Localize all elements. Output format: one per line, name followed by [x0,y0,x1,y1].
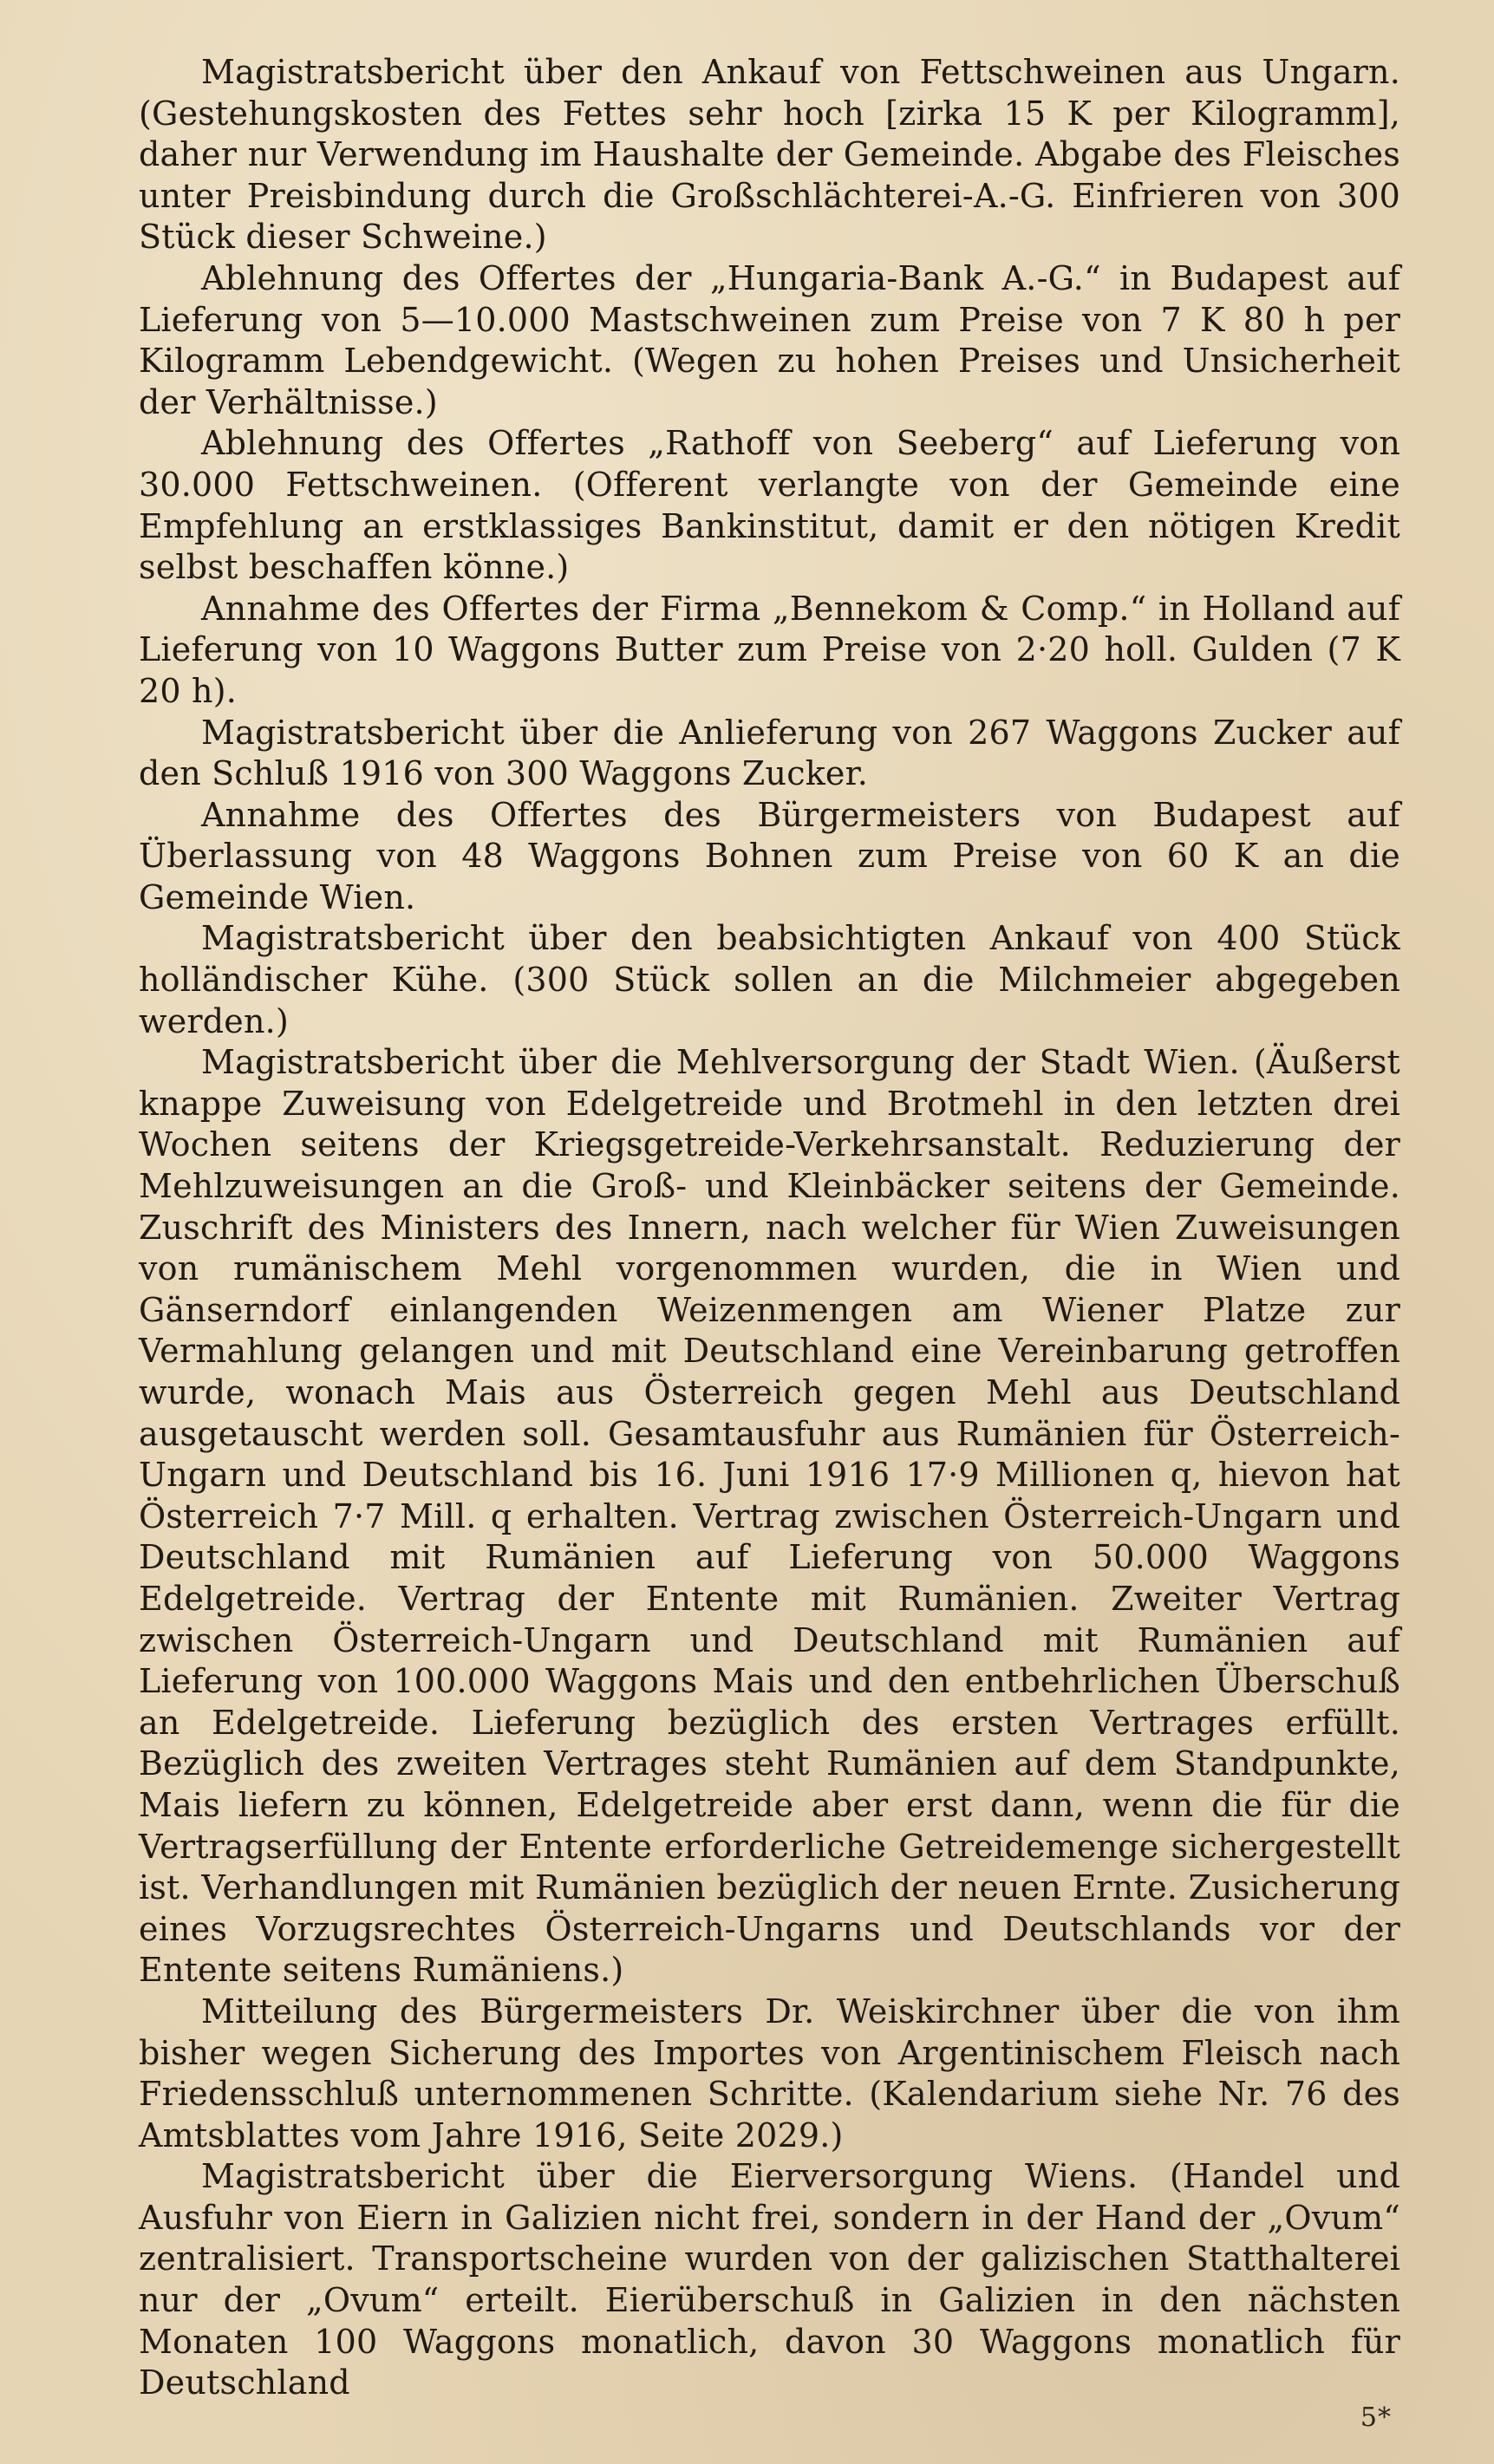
paragraph-argentinisches-fleisch: Mitteilung des Bürgermeisters Dr. Weiskirchner über die von ihm bisher wegen Sicherung des Importes von Argentinischem Fleisch nach Friedensschluß unternommenen Schritte. (Kalendarium siehe Nr. 76 des Amtsblattes vom Jahre 1916, Seite 2029.) [139,1991,1400,2154]
paragraph-rathoff-seeberg: Ablehnung des Offertes „Rathoff von Seeberg“ auf Lieferung von 30.000 Fettschweinen. (Offerent verlangte von der Gemeinde eine Empfehlung an erstklassiges Bankinstitut, damit er den nötigen Kredit selbst beschaffen könne.) [139,424,1400,587]
paragraph-bennekom-butter: Annahme des Offertes der Firma „Bennekom & Comp.“ in Holland auf Lieferung von 10 Waggons Butter zum Preise von 2·20 holl. Gulden (7 K 20 h). [139,589,1400,710]
paragraph-fettschweine-ungarn: Magistratsbericht über den Ankauf von Fettschweinen aus Ungarn. (Gestehungskosten des Fettes sehr hoch [zirka 15 K per Kilogramm], daher nur Verwendung im Haushalte der Gemeinde. Abgabe des Fleisches unter Preisbindung durch die Großschlächterei-A.-G. Einfrieren von 300 Stück dieser Schweine.) [139,53,1400,257]
text-body [139,52,1400,2404]
page-number: 5* [1360,2402,1392,2433]
paragraph-mehlversorgung: Magistratsbericht über die Mehlversorgung der Stadt Wien. (Äußerst knappe Zuweisung von Edelgetreide und Brotmehl in den letzten drei Wochen seitens der Kriegsgetreide-Verkehrsanstalt. Reduzierung der Mehlzuweisungen an die Groß- und Kleinbäcker seitens der Gemeinde. Zuschrift des Ministers des Innern, nach welcher für Wien Zuweisungen von rumänischem Mehl vorgenommen wurden, die in Wien und Gänserndorf einlangenden Weizenmengen am Wiener Platze zur Vermahlung gelangen und mit Deutschland eine Vereinbarung getroffen wurde, wonach Mais aus Österreich gegen Mehl aus Deutschland ausgetauscht werden soll. Gesamtausfuhr aus Rumänien für Österreich-Ungarn und Deutschland bis 16. Juni 1916 17·9 Millionen q, hievon hat Österreich 7·7 Mill. q erhalten. Vertrag zwischen Österreich-Ungarn und Deutschland mit Rumänien auf Lieferung von 50.000 Waggons Edelgetreide. Vertrag der Entente mit Rumänien. Zweiter Vertrag zwischen Österreich-Ungarn und Deutschland mit Rumänien auf Lieferung von 100.000 Waggons Mais und den entbehrlichen Überschuß an Edelgetreide. Lieferung bezüglich des ersten Vertrages erfüllt. Bezüglich des zweiten Vertrages steht Rumänien auf dem Standpunkte, Mais liefern zu können, Edelgetreide aber erst dann, wenn die für die Vertragserfüllung der Entente erforderliche Getreidemenge sichergestellt ist. Verhandlungen mit Rumänien bezüglich der neuen Ernte. Zusicherung eines Vorzugsrechtes Österreich-Ungarns und Deutschlands vor der Entente seitens Rumäniens.) [139,1043,1400,1990]
paragraph-bohnen-budapest: Annahme des Offertes des Bürgermeisters von Budapest auf Überlassung von 48 Waggons Bohnen zum Preise von 60 K an die Gemeinde Wien. [139,795,1400,916]
paragraph-hollaendische-kuehe: Magistratsbericht über den beabsichtigten Ankauf von 400 Stück holländischer Kühe. (300 Stück sollen an die Milchmeier abgegeben werden.) [139,919,1400,1040]
paragraph-zucker: Magistratsbericht über die Anlieferung von 267 Waggons Zucker auf den Schluß 1916 von 300 Waggons Zucker. [139,713,1400,793]
paragraph-hungaria-bank: Ablehnung des Offertes der „Hungaria-Bank A.-G.“ in Budapest auf Lieferung von 5—10.000 Mastschweinen zum Preise von 7 K 80 h per Kilogramm Lebendgewicht. (Wegen zu hohen Preises und Unsicherheit der Verhältnisse.) [139,258,1400,421]
paragraph-eierversorgung: Magistratsbericht über die Eierversorgung Wiens. (Handel und Ausfuhr von Eiern in Galizien nicht frei, sondern in der Hand der „Ovum“ zentralisiert. Transportscheine wurden von der galizischen Statthalterei nur der „Ovum“ erteilt. Eierüberschuß in Galizien in den nächsten Monaten 100 Waggons monatlich, davon 30 Waggons monatlich für Deutschland [139,2157,1400,2402]
document-page [139,52,1400,2445]
